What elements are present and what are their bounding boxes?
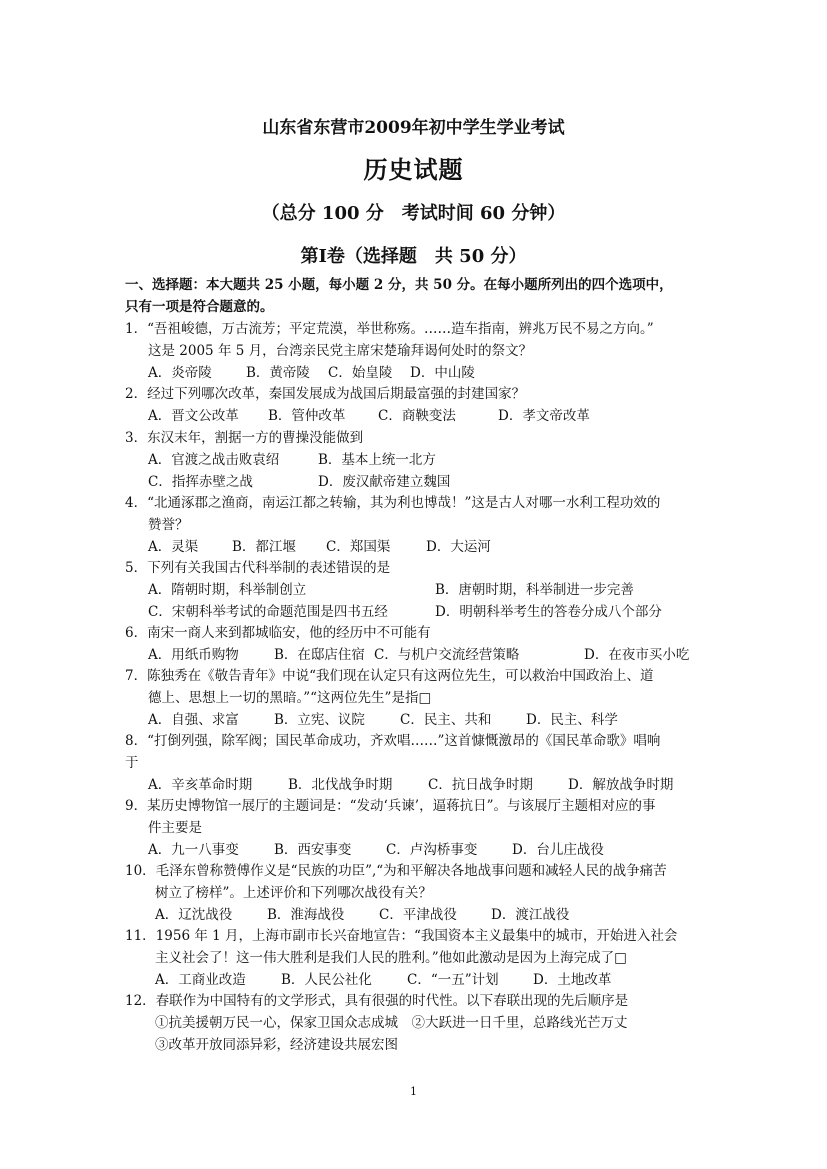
question-8-text-cont: 于: [125, 755, 139, 771]
question-2-text: 2．经过下列哪次改革，秦国发展成为战国后期最富强的封建国家？: [125, 386, 526, 402]
question-7-text: 7．陈独秀在《敬告青年》中说“我们现在认定只有这两位先生，可以救治中国政治上、道: [125, 668, 654, 684]
option-d: D．渡江战役: [491, 907, 570, 923]
question-4-text-cont: 赞誉？: [148, 517, 189, 533]
option-c: C．“一五”计划: [407, 972, 499, 988]
question-4-text: 4．“北通涿郡之渔商，南运江都之转输，其为利也博哉！”这是古人对哪一水利工程功效的: [125, 495, 661, 511]
option-b: B．黄帝陵: [246, 365, 310, 381]
question-12-item-3: ③改革开放同添异彩，经济建设共展宏图: [155, 1037, 398, 1053]
option-b: B．北伐战争时期: [288, 777, 393, 793]
subject-title: 历史试题: [363, 155, 464, 184]
option-d: D．孝文帝改革: [498, 408, 590, 424]
option-c: C．与机户交流经营策略: [374, 647, 520, 663]
option-c: C．指挥赤壁之战: [148, 474, 253, 490]
page-number: 1: [410, 1085, 417, 1098]
option-a: A．辽沈战役: [155, 907, 233, 923]
question-11-text: 11．1956 年 1 月，上海市副市长兴奋地宣告：“我国资本主义最集中的城市，开始进入社会: [125, 928, 678, 944]
option-b: B．管仲改革: [268, 408, 346, 424]
option-c: C．郑国渠: [326, 539, 391, 555]
option-a: A．炎帝陵: [148, 365, 212, 381]
option-c: C．宋朝科举考试的命题范围是四书五经: [148, 604, 388, 620]
option-b: B．立宪、议院: [274, 712, 365, 728]
option-b: B．都江堰: [232, 539, 296, 555]
instructions-line-2: 只有一项是符合题意的。: [125, 299, 274, 315]
option-d: D．在夜市买小吃: [584, 647, 690, 663]
option-a: A．隋朝时期，科举制创立: [148, 582, 307, 598]
option-b: B．基本上统一北方: [318, 452, 436, 468]
option-b: B．在邸店住宿: [274, 647, 365, 663]
option-a: A．辛亥革命时期: [148, 777, 253, 793]
option-d: D．民主、科学: [526, 712, 618, 728]
exam-title: 山东省东营市2009年初中学生学业考试: [262, 118, 565, 138]
score-time-note: （总分 100 分 考试时间 60 分钟）: [261, 203, 566, 224]
option-a: A．官渡之战击败袁绍: [148, 452, 280, 468]
option-a: A．工商业改造: [155, 972, 246, 988]
question-8-text: 8．“打倒列强，除军阀；国民革命成功，齐欢唱……”这首慷慨激昂的《国民革命歌》唱响: [125, 733, 661, 749]
option-d: D．中山陵: [410, 365, 475, 381]
question-10-text: 10．毛泽东曾称赞傅作义是“民族的功臣”,“为和平解决各地战事问题和减轻人民的战争痛苦: [125, 863, 667, 879]
option-d: D．大运河: [426, 539, 491, 555]
option-c: C．民主、共和: [400, 712, 492, 728]
option-d: D．明朝科举考生的答卷分成八个部分: [435, 604, 662, 620]
option-b: B．西安事变: [274, 842, 352, 858]
question-6-text: 6．南宋一商人来到都城临安，他的经历中不可能有: [125, 625, 431, 641]
option-c: C．始皇陵: [328, 365, 393, 381]
question-10-text-cont: 树立了榜样”。上述评价和下列哪次战役有关？: [155, 885, 432, 901]
option-c: C．抗日战争时期: [428, 777, 533, 793]
option-d: D．解放战争时期: [568, 777, 674, 793]
question-1-text-cont: 这是 2005 年 5 月，台湾亲民党主席宋楚瑜拜谒何处时的祭文？: [148, 343, 533, 359]
question-12-item-1-2: ①抗美援朝万民一心，保家卫国众志成城 ②大跃进一日千里，总路线光芒万丈: [155, 1015, 628, 1031]
option-a: A．用纸币购物: [148, 647, 239, 663]
question-7-text-cont: 德上、思想上一切的黑暗。”“这两位先生”是指□: [148, 690, 432, 706]
option-a: A．晋文公改革: [148, 408, 239, 424]
option-c: C．卢沟桥事变: [386, 842, 478, 858]
question-11-text-cont: 主义社会了！这一伟大胜利是我们人民的胜利。”他如此激动是因为上海完成了□: [155, 950, 627, 966]
instructions-line-1: 一、选择题：本大题共 25 小题，每小题 2 分，共 50 分。在每小题所列出的四个选项中，: [125, 277, 673, 293]
option-a: A．九一八事变: [148, 842, 239, 858]
question-9-text-cont: 件主要是: [148, 820, 202, 836]
option-c: C．商鞅变法: [378, 408, 456, 424]
option-b: B．淮海战役: [267, 907, 345, 923]
option-b: B．唐朝时期，科举制进一步完善: [435, 582, 634, 598]
option-d: D．土地改革: [533, 972, 612, 988]
question-5-text: 5．下列有关我国古代科举制的表述错误的是: [125, 560, 391, 576]
option-d: D．废汉献帝建立魏国: [318, 474, 451, 490]
question-3-text: 3．东汉末年，割据一方的曹操没能做到: [125, 430, 364, 446]
question-1-text: 1．“吾祖峻德，万古流芳；平定荒漠，举世称殇。……造车指南，辨兆万民不易之方向。”: [125, 321, 654, 337]
option-b: B．人民公社化: [281, 972, 372, 988]
option-a: A．自强、求富: [148, 712, 239, 728]
option-d: D．台儿庄战役: [512, 842, 604, 858]
question-9-text: 9．某历史博物馆一展厅的主题词是：“发动‘兵谏’，逼蒋抗日”。与该展厅主题相对应的事: [125, 798, 656, 814]
option-c: C．平津战役: [379, 907, 457, 923]
option-a: A．灵渠: [148, 539, 199, 555]
question-12-text: 12．春联作为中国特有的文学形式，具有很强的时代性。以下春联出现的先后顺序是: [125, 993, 629, 1009]
part-title: 第Ⅰ卷（选择题 共 50 分）: [300, 246, 527, 267]
